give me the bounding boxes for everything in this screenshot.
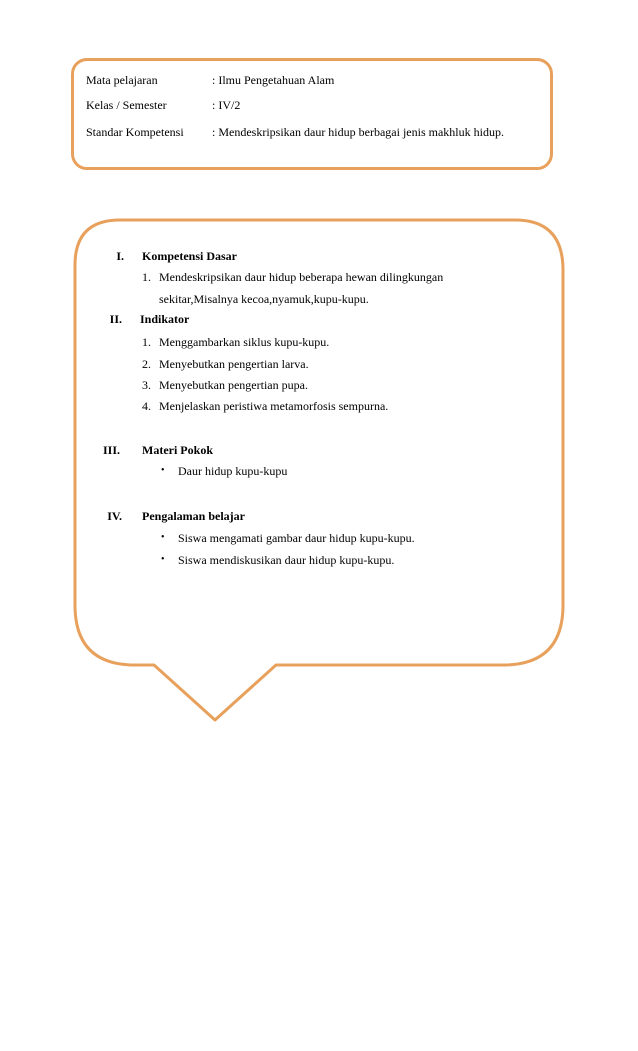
section-number: IV. [107,509,122,523]
list-number: 2. [142,357,151,371]
section-title-indikator: Indikator [140,312,190,326]
list-number: 1. [142,270,151,284]
bullet-icon: • [161,554,165,565]
list-item-line: sekitar,Misalnya kecoa,nyamuk,kupu-kupu. [159,292,369,306]
section-number: I. [116,249,124,263]
bullet-item: Siswa mendiskusikan daur hidup kupu-kupu. [178,553,395,567]
list-item: Menyebutkan pengertian pupa. [159,378,308,392]
section-title-pengalaman-belajar: Pengalaman belajar [142,509,245,523]
section-title-materi-pokok: Materi Pokok [142,443,213,457]
list-item: Menggambarkan siklus kupu-kupu. [159,335,330,349]
list-number: 4. [142,399,151,413]
section-number: III. [102,443,120,457]
bullet-item: Daur hidup kupu-kupu [178,464,288,478]
info-label: Kelas / Semester [86,98,167,112]
section-title-kompetensi-dasar: Kompetensi Dasar [142,249,237,263]
section-number: II. [109,312,122,326]
info-value: : Ilmu Pengetahuan Alam [212,73,335,87]
info-label: Mata pelajaran [86,73,158,87]
list-item: Menyebutkan pengertian larva. [159,357,309,371]
list-item: Menjelaskan peristiwa metamorfosis sempurna. [159,399,389,413]
bullet-item: Siswa mengamati gambar daur hidup kupu-kupu. [178,531,415,545]
info-value: : Mendeskripsikan daur hidup berbagai jenis makhluk hidup. [212,125,504,139]
bullet-icon: • [161,465,165,476]
list-item-line: Mendeskripsikan daur hidup beberapa hewan dilingkungan [159,270,444,284]
list-number: 1. [142,335,151,349]
bullet-icon: • [161,532,165,543]
info-label: Standar Kompetensi [86,125,184,139]
list-number: 3. [142,378,151,392]
info-value: : IV/2 [212,98,241,112]
